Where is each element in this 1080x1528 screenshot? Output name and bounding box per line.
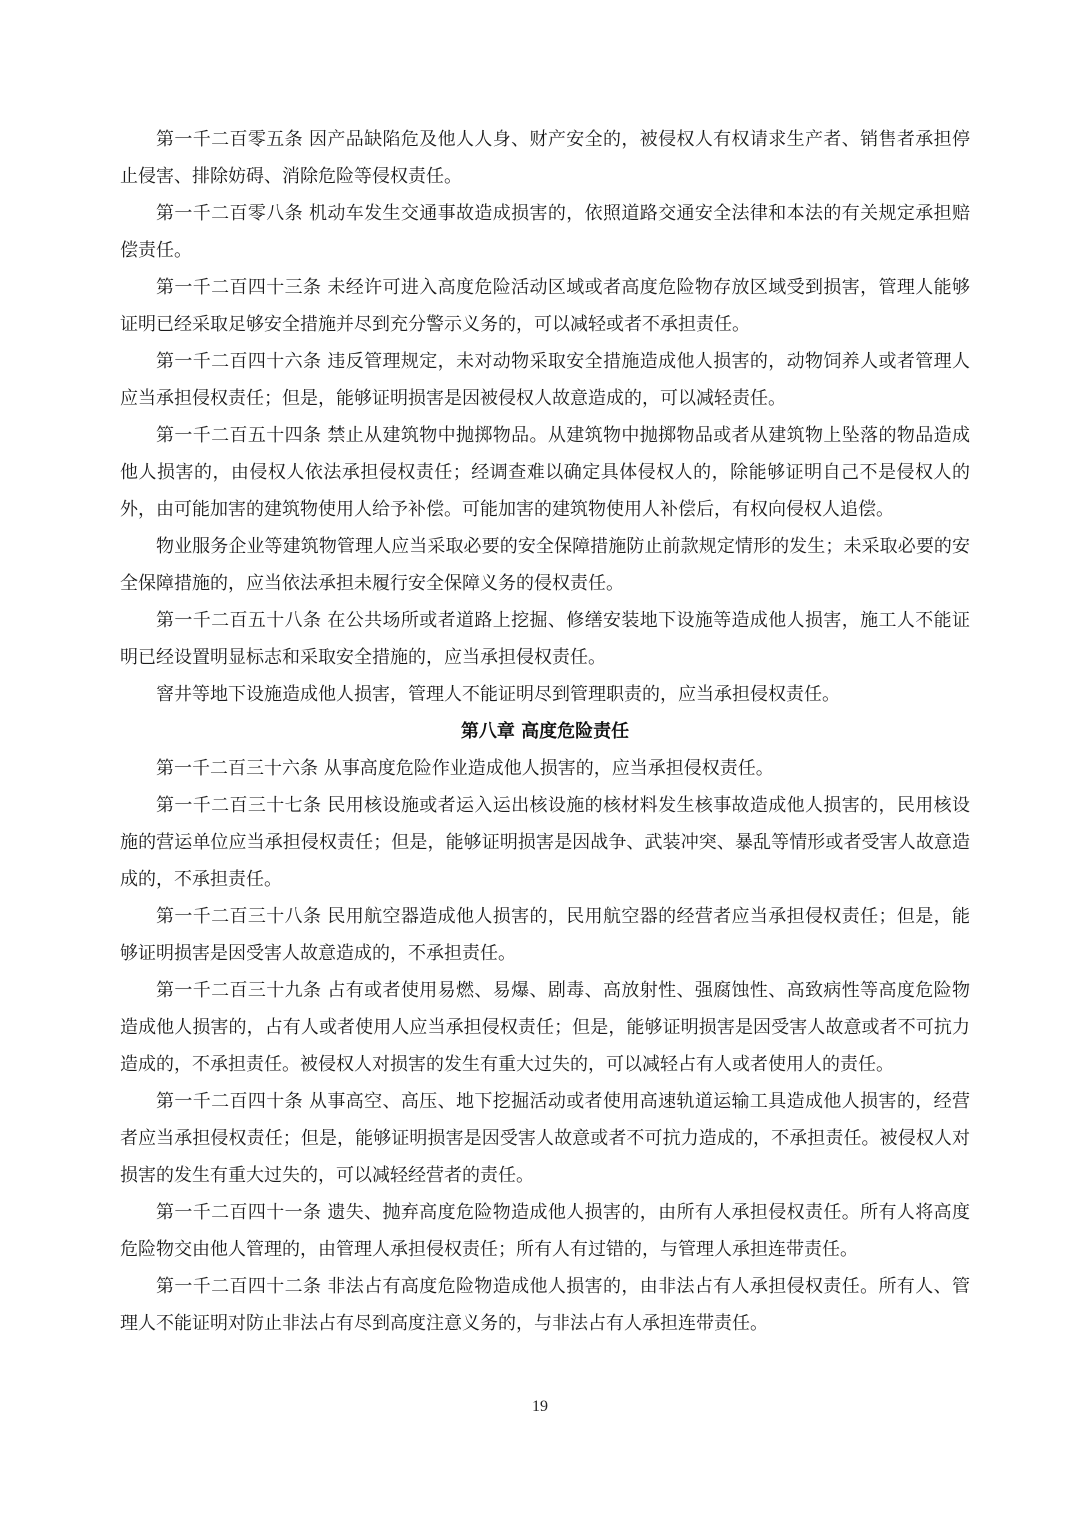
paragraph-article-1254-clause-2: 物业服务企业等建筑物管理人应当采取必要的安全保障措施防止前款规定情形的发生；未采取必要的安全保障措施的，应当依法承担未履行安全保障义务的侵权责任。: [120, 536, 970, 594]
paragraph-article-1205: 第一千二百零五条 因产品缺陷危及他人人身、财产安全的，被侵权人有权请求生产者、销售者承担停止侵害、排除妨碍、消除危险等侵权责任。: [120, 129, 970, 187]
paragraph-article-1238: 第一千二百三十八条 民用航空器造成他人损害的，民用航空器的经营者应当承担侵权责任；但是，能够证明损害是因受害人故意造成的，不承担责任。: [120, 906, 970, 964]
paragraph-article-1258-clause-2: 窨井等地下设施造成他人损害，管理人不能证明尽到管理职责的，应当承担侵权责任。: [156, 684, 840, 705]
paragraph-article-1237: 第一千二百三十七条 民用核设施或者运入运出核设施的核材料发生核事故造成他人损害的，民用核设施的营运单位应当承担侵权责任；但是，能够证明损害是因战争、武装冲突、暴乱等情形或者受害人故意造成的，不承担责任。: [120, 795, 970, 890]
paragraph-article-1254: 第一千二百五十四条 禁止从建筑物中抛掷物品。从建筑物中抛掷物品或者从建筑物上坠落的物品造成他人损害的，由侵权人依法承担侵权责任；经调查难以确定具体侵权人的，除能够证明自己不是侵权人的外，由可能加害的建筑物使用人给予补偿。可能加害的建筑物使用人补偿后，有权向侵权人追偿。: [120, 425, 970, 520]
paragraph-article-1246: 第一千二百四十六条 违反管理规定，未对动物采取安全措施造成他人损害的，动物饲养人或者管理人应当承担侵权责任；但是，能够证明损害是因被侵权人故意造成的，可以减轻责任。: [120, 351, 970, 409]
page-number: 19: [532, 1398, 548, 1415]
paragraph-article-1242: 第一千二百四十二条 非法占有高度危险物造成他人损害的，由非法占有人承担侵权责任。所有人、管理人不能证明对防止非法占有尽到高度注意义务的，与非法占有人承担连带责任。: [120, 1276, 970, 1334]
paragraph-article-1239: 第一千二百三十九条 占有或者使用易燃、易爆、剧毒、高放射性、强腐蚀性、高致病性等高度危险物造成他人损害的，占有人或者使用人应当承担侵权责任；但是，能够证明损害是因受害人故意或者不可抗力造成的，不承担责任。被侵权人对损害的发生有重大过失的，可以减轻占有人或者使用人的责任。: [120, 980, 970, 1075]
paragraph-article-1243: 第一千二百四十三条 未经许可进入高度危险活动区域或者高度危险物存放区域受到损害，管理人能够证明已经采取足够安全措施并尽到充分警示义务的，可以减轻或者不承担责任。: [120, 277, 970, 335]
paragraph-article-1208: 第一千二百零八条 机动车发生交通事故造成损害的，依照道路交通安全法律和本法的有关规定承担赔偿责任。: [120, 203, 970, 261]
paragraph-article-1236: 第一千二百三十六条 从事高度危险作业造成他人损害的，应当承担侵权责任。: [156, 758, 774, 779]
document-body: [120, 121, 970, 1342]
paragraph-article-1258: 第一千二百五十八条 在公共场所或者道路上挖掘、修缮安装地下设施等造成他人损害，施工人不能证明已经设置明显标志和采取安全措施的，应当承担侵权责任。: [120, 610, 970, 668]
paragraph-article-1241: 第一千二百四十一条 遗失、抛弃高度危险物造成他人损害的，由所有人承担侵权责任。所有人将高度危险物交由他人管理的，由管理人承担侵权责任；所有人有过错的，与管理人承担连带责任。: [120, 1202, 970, 1260]
paragraph-article-1240: 第一千二百四十条 从事高空、高压、地下挖掘活动或者使用高速轨道运输工具造成他人损害的，经营者应当承担侵权责任；但是，能够证明损害是因受害人故意或者不可抗力造成的，不承担责任。被侵权人对损害的发生有重大过失的，可以减轻经营者的责任。: [120, 1091, 970, 1186]
chapter-title: 第八章 高度危险责任: [460, 721, 630, 742]
